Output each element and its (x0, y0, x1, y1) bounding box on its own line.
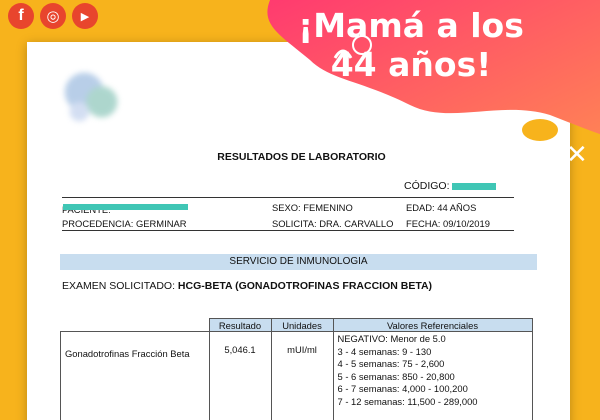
codigo-redaction (452, 183, 496, 190)
codigo-field (404, 180, 496, 192)
ref-line: 6 - 7 semanas: 4,000 - 100,200 (337, 383, 468, 394)
results-table (60, 318, 533, 420)
headline-line1: ¡Mamá a los (298, 6, 524, 45)
patient-info (62, 200, 514, 232)
header-resultado: Resultado (209, 319, 271, 332)
analyte-name: Gonadotrofinas Fracción Beta (61, 332, 210, 420)
instagram-icon[interactable] (40, 3, 66, 29)
ref-line: 7 - 12 semanas: 11,500 - 289,000 (337, 395, 478, 407)
ref-line: NEGATIVO: Menor de 5.0 (337, 333, 446, 344)
header-valores: Valores Referenciales (333, 319, 532, 332)
header-unidades: Unidades (271, 319, 333, 332)
lab-logo-blurred (55, 62, 133, 132)
headline-line2: 44 años! (330, 45, 492, 84)
youtube-glyph: ▶ (80, 10, 90, 23)
youtube-icon[interactable] (72, 3, 98, 29)
sexo-field: SEXO: FEMENINO (272, 202, 353, 213)
service-header: SERVICIO DE INMUNOLOGIA (60, 254, 537, 270)
result-units: mUI/ml (271, 332, 333, 420)
solicita-field: SOLICITA: DRA. CARVALLO (272, 218, 394, 229)
procedencia-field: PROCEDENCIA: GERMINAR (62, 218, 187, 229)
header-spacer (61, 319, 210, 332)
divider-bottom (62, 230, 514, 231)
result-value: 5,046.1 (209, 332, 271, 420)
results-header-row (61, 319, 533, 332)
ref-line: 5 - 6 semanas: 850 - 20,800 (337, 370, 455, 382)
exam-requested (62, 280, 432, 292)
social-links (8, 3, 98, 29)
headline (246, 6, 576, 84)
exam-label: EXAMEN SOLICITADO: (62, 280, 175, 292)
exam-value: HCG-BETA (GONADOTROFINAS FRACCION BETA) (177, 280, 433, 292)
edad-field: EDAD: 44 AÑOS (406, 202, 477, 213)
facebook-glyph: f (18, 7, 24, 24)
ref-line: 4 - 5 semanas: 75 - 2,600 (337, 358, 445, 369)
facebook-icon[interactable] (8, 3, 34, 29)
fecha-field: FECHA: 09/10/2019 (406, 218, 490, 229)
reference-values (333, 332, 532, 420)
close-x-decoration: ✕ (566, 140, 588, 170)
instagram-glyph: ◎ (46, 8, 60, 25)
ref-line: 3 - 4 semanas: 9 - 130 (337, 345, 432, 357)
codigo-label: CÓDIGO: (404, 180, 450, 192)
table-row (61, 332, 533, 420)
report-title: RESULTADOS DE LABORATORIO (217, 151, 386, 163)
divider-top (62, 197, 514, 198)
paciente-redaction (63, 204, 188, 210)
